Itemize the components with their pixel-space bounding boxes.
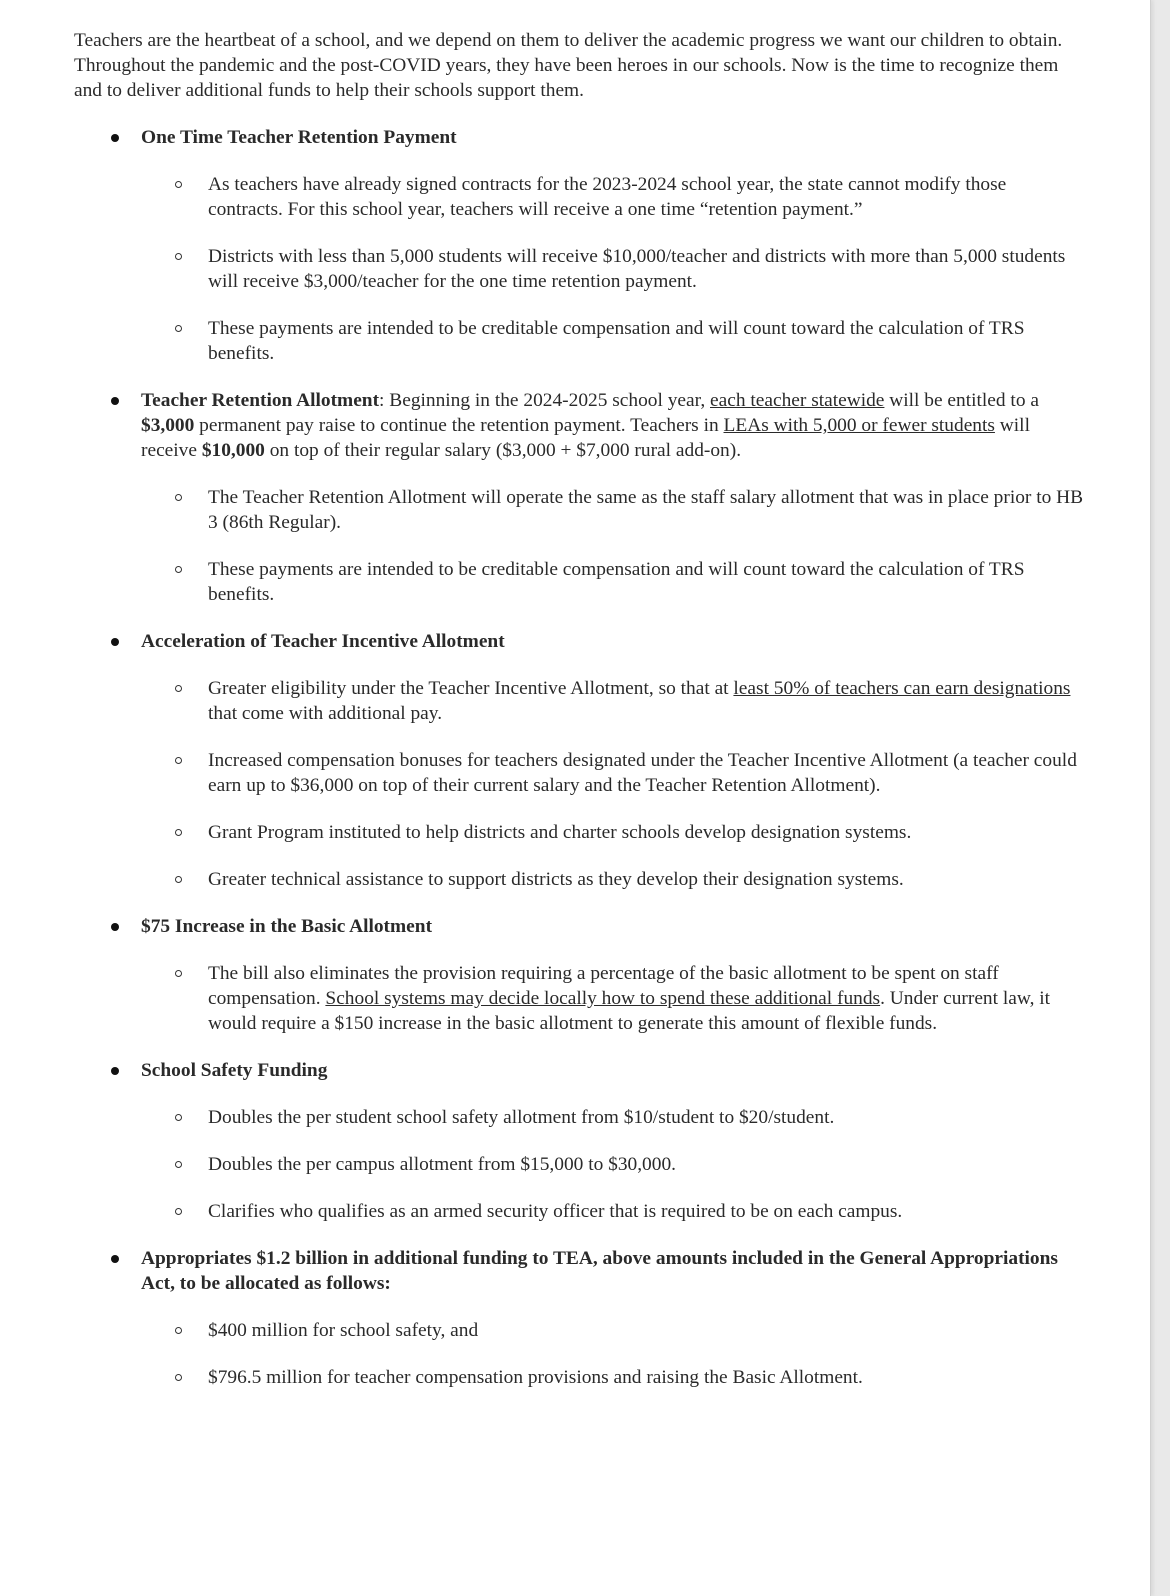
section-heading: Acceleration of Teacher Incentive Allotment (141, 631, 505, 652)
list-item: The Teacher Retention Allotment will operate the same as the staff salary allotment that was in place prior to HB 3 (86th Regular). (74, 485, 1084, 535)
sub-list (141, 1105, 1084, 1224)
section-retention-allotment (74, 388, 1084, 607)
section-heading: Appropriates $1.2 billion in additional funding to TEA, above amounts included in the General Appropriations Act, to be allocated as follows: (141, 1248, 1058, 1294)
sub-bullet-icon (175, 829, 182, 836)
list-item: These payments are intended to be creditable compensation and will count toward the calculation of TRS benefits. (74, 557, 1084, 607)
bold-amount: $10,000 (201, 440, 265, 461)
list-item: The bill also eliminates the provision requiring a percentage of the basic allotment to be spent on staff compensation. School systems may decide locally how to spend these additional funds. Under current law, it would require a $150 increase in the basic allotment to generate this amount of flexible funds. (74, 961, 1084, 1036)
sub-list (141, 961, 1084, 1036)
sub-bullet-icon (175, 1161, 182, 1168)
section-heading: $75 Increase in the Basic Allotment (141, 916, 433, 937)
sub-bullet-icon (175, 685, 182, 692)
underlined-text: each teacher statewide (710, 390, 885, 411)
underlined-text: least 50% of teachers can earn designations (733, 678, 1071, 699)
list-item: $796.5 million for teacher compensation provisions and raising the Basic Allotment. (74, 1365, 1084, 1390)
section-heading: School Safety Funding (141, 1060, 328, 1081)
list-item: Clarifies who qualifies as an armed security officer that is required to be on each campus. (74, 1199, 1084, 1224)
bold-amount: $3,000 (141, 415, 195, 436)
sub-bullet-icon (175, 253, 182, 260)
sub-list (141, 676, 1084, 892)
underlined-text: LEAs with 5,000 or fewer students (723, 415, 995, 436)
list-item: Greater eligibility under the Teacher Incentive Allotment, so that at least 50% of teachers can earn designations that come with additional pay. (74, 676, 1084, 726)
sub-bullet-icon (175, 1208, 182, 1215)
list-item: Doubles the per campus allotment from $15,000 to $30,000. (74, 1152, 1084, 1177)
sub-bullet-icon (175, 1327, 182, 1334)
list-item: Grant Program instituted to help districts and charter schools develop designation systems. (74, 820, 1084, 845)
sub-bullet-icon (175, 325, 182, 332)
bullet-icon (111, 134, 119, 142)
bullet-icon (111, 1255, 119, 1263)
underlined-text: School systems may decide locally how to spend these additional funds (325, 988, 881, 1009)
list-item: $400 million for school safety, and (74, 1318, 1084, 1343)
sub-list (141, 485, 1084, 607)
section-heading: Teacher Retention Allotment (141, 390, 380, 411)
bullet-icon (111, 1067, 119, 1075)
sub-bullet-icon (175, 757, 182, 764)
sub-list (141, 1318, 1084, 1390)
list-item: These payments are intended to be creditable compensation and will count toward the calculation of TRS benefits. (74, 316, 1084, 366)
section-heading: One Time Teacher Retention Payment (141, 127, 457, 148)
sub-list (141, 172, 1084, 366)
sub-bullet-icon (175, 494, 182, 501)
sub-bullet-icon (175, 970, 182, 977)
bullet-icon (111, 397, 119, 405)
section-retention-payment (74, 125, 1084, 366)
section-incentive-allotment (74, 629, 1084, 892)
document-content (74, 28, 1084, 1390)
section-paragraph: Teacher Retention Allotment: Beginning in the 2024-2025 school year, each teacher statewide will be entitled to a $3,000 permanent pay raise to continue the retention payment. Teachers in LEAs with 5,000 or fewer students will receive $10,000 on top of their regular salary ($3,000 + $7,000 rural add-on). (141, 390, 1039, 461)
section-school-safety (74, 1058, 1084, 1224)
bullet-icon (111, 638, 119, 646)
list-item: Districts with less than 5,000 students will receive $10,000/teacher and districts with more than 5,000 students will receive $3,000/teacher for the one time retention payment. (74, 244, 1084, 294)
section-appropriates (74, 1246, 1084, 1390)
sub-bullet-icon (175, 1374, 182, 1381)
list-item: Increased compensation bonuses for teachers designated under the Teacher Incentive Allotment (a teacher could earn up to $36,000 on top of their current salary and the Teacher Retention Allotment). (74, 748, 1084, 798)
bullet-icon (111, 923, 119, 931)
list-item: As teachers have already signed contracts for the 2023-2024 school year, the state cannot modify those contracts. For this school year, teachers will receive a one time “retention payment.” (74, 172, 1084, 222)
list-item: Doubles the per student school safety allotment from $10/student to $20/student. (74, 1105, 1084, 1130)
sub-bullet-icon (175, 876, 182, 883)
intro-paragraph: Teachers are the heartbeat of a school, and we depend on them to deliver the academic progress we want our children to obtain. Throughout the pandemic and the post-COVID years, they have been heroes in our schools. Now is the time to recognize them and to deliver additional funds to help their schools support them. (74, 30, 1063, 101)
section-basic-allotment (74, 914, 1084, 1036)
sub-bullet-icon (175, 566, 182, 573)
sub-bullet-icon (175, 1114, 182, 1121)
sub-bullet-icon (175, 181, 182, 188)
list-item: Greater technical assistance to support districts as they develop their designation systems. (74, 867, 1084, 892)
